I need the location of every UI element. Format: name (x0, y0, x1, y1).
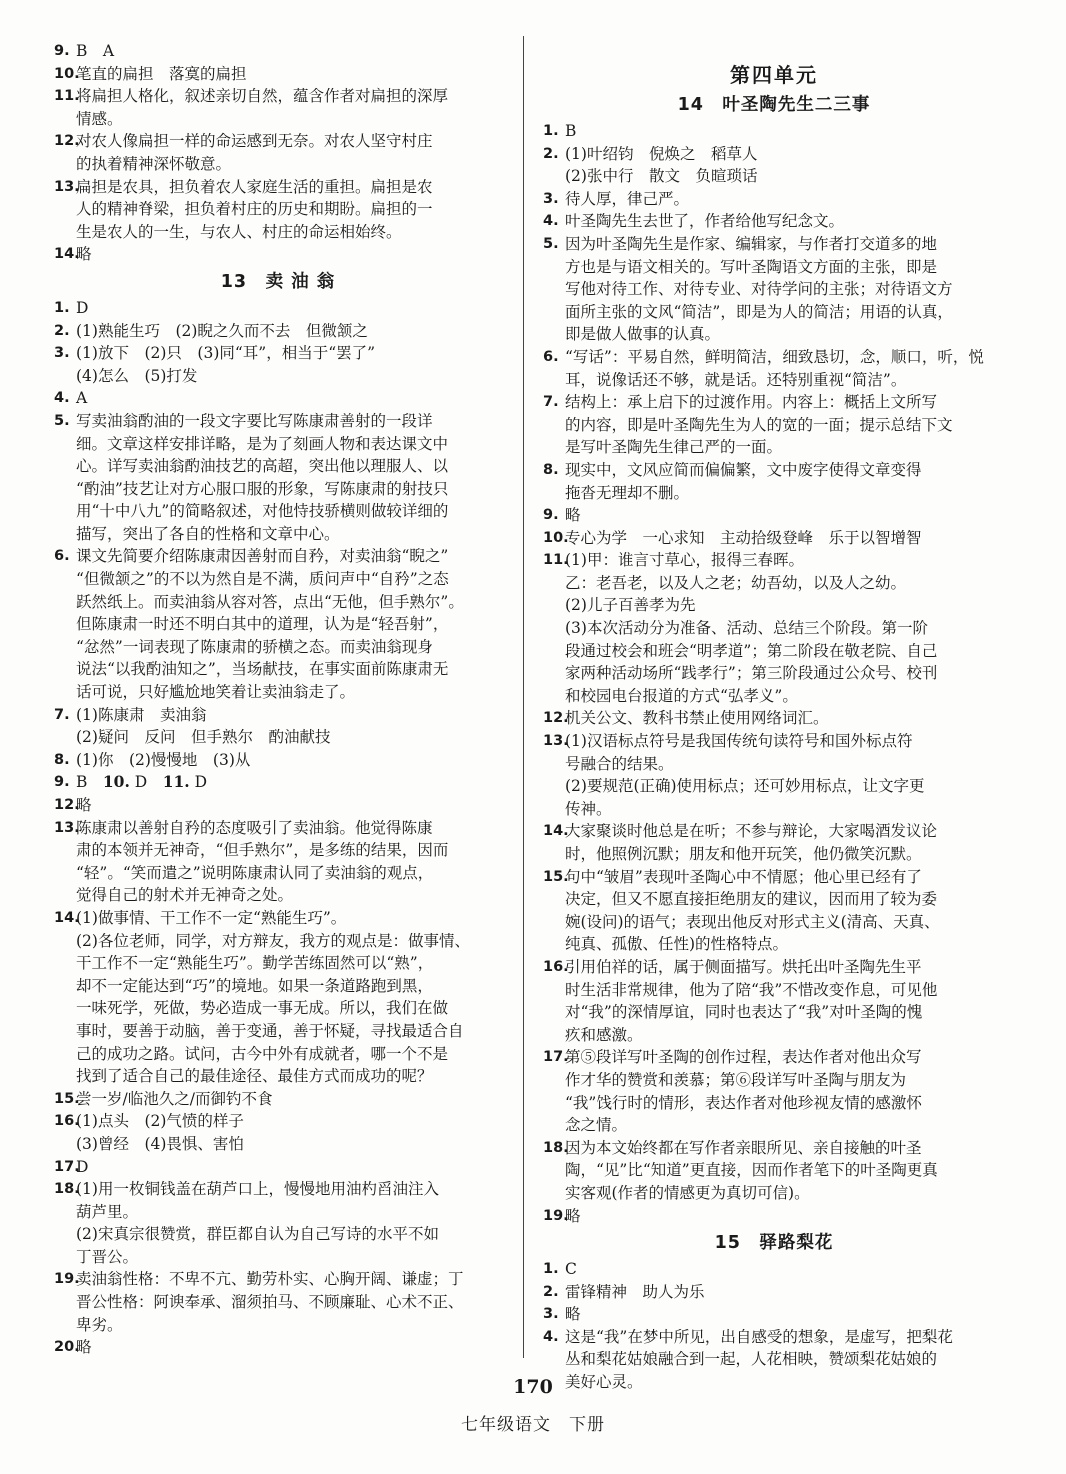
answer-line: 话可说，只好尴尬地笑着让卖油翁走了。 (76, 683, 356, 702)
answer-item (54, 545, 502, 703)
item-number: 14. (543, 823, 569, 840)
answer-line: 课文先简要介绍陈康肃因善射而自矜，对卖油翁“睨之” (76, 547, 449, 566)
answer-line: 扁担是农具，担负着农人家庭生活的重担。扁担是农 (76, 177, 433, 196)
answer-item (54, 1156, 502, 1179)
answer-line: 结构上：承上启下的过渡作用。内容上：概括上文所写 (565, 393, 938, 412)
answer-line: (2)宋真宗很赞赏，群臣都自认为自己写诗的水平不如 (76, 1225, 439, 1244)
answer-line: 现实中，文风应简而偏偏繁，文中废字使得文章变得 (565, 460, 922, 479)
answer-line: D (76, 1157, 89, 1176)
answer-line: (4)怎么 (5)打发 (76, 366, 198, 385)
item-number: 15. (543, 868, 569, 885)
answer-line: 己的成功之路。试问，古今中外有成就者，哪一个不是 (76, 1044, 449, 1063)
answer-line: 实客观(作者的情感更为真切可信)。 (565, 1183, 810, 1202)
answer-item (543, 820, 1005, 865)
answer-item (54, 63, 502, 86)
answer-item (54, 243, 502, 266)
answer-line: 因为本文始终都在写作者亲眼所见、亲自接触的叶圣 (565, 1138, 922, 1157)
answer-item (543, 1205, 1005, 1228)
section-heading: 14 叶圣陶先生二三事 (677, 95, 871, 115)
answer-item (54, 130, 502, 175)
item-number: 2. (543, 1283, 559, 1300)
item-number: 10. (54, 65, 80, 82)
answer-item (54, 1088, 502, 1111)
answer-line: (1)你 (2)慢慢地 (3)从 (76, 750, 251, 769)
left-column (54, 40, 502, 1359)
answer-line: 但陈康肃一时还不明白其中的道理，认为是“轻吾射”， (76, 615, 449, 634)
answer-item (543, 1258, 1005, 1281)
answer-line: 略 (565, 506, 581, 525)
item-number: 3. (543, 190, 559, 207)
answer-line: (2)儿子百善孝为先 (565, 596, 696, 615)
item-number: 16. (54, 1113, 80, 1130)
answer-line: 时生活非常规律，他为了陪“我”不惜改变作息，可见他 (565, 980, 938, 999)
answer-line: 的内容，即是叶圣陶先生为人的宽的一面；提示总结下文 (565, 415, 953, 434)
answer-line: 段通过校会和班会“明孝道”；第二阶段在敬老院、自己 (565, 641, 938, 660)
item-number: 19. (543, 1207, 569, 1224)
answer-item (54, 410, 502, 546)
answer-line: 将扁担人格化，叙述亲切自然，蕴含作者对扁担的深厚 (76, 87, 449, 106)
answer-item (543, 1281, 1005, 1304)
item-number: 3. (543, 1306, 559, 1323)
column-divider (523, 36, 524, 1358)
answer-line: 引用伯祥的话，属于侧面描写。烘托出叶圣陶先生平 (565, 957, 922, 976)
item-number: 18. (54, 1181, 80, 1198)
answer-item (54, 1110, 502, 1155)
answer-line: 纯真、孤傲、任性)的性格特点。 (565, 935, 789, 954)
answer-item (543, 504, 1005, 527)
answer-line: 是写叶圣陶先生律己严的一面。 (565, 438, 783, 457)
item-number: 17. (543, 1049, 569, 1066)
item-number: 12. (54, 797, 80, 813)
item-number: 7. (543, 394, 559, 411)
answer-item (54, 1178, 502, 1268)
item-number: 6. (543, 348, 559, 365)
answer-item (543, 1137, 1005, 1205)
answer-line: 专心为学 一心求知 主动拾级登峰 乐于以智增智 (565, 528, 922, 547)
item-number: 19. (54, 1271, 80, 1288)
answer-item (543, 730, 1005, 820)
item-number: 10. (543, 529, 569, 546)
item-number: 9. (54, 774, 70, 791)
answer-line: 却不一定能达到“巧”的境地。如果一条道路跑到黑， (76, 976, 433, 995)
page-number: 170 (513, 1376, 553, 1398)
answer-line: (2)疑问 反问 但手熟尔 酌油献技 (76, 728, 331, 747)
answer-line: 第⑤段详写叶圣陶的创作过程，表达作者对他出众写 (565, 1048, 922, 1067)
answer-item (543, 143, 1005, 188)
answer-line: 方也是与语文相关的。写叶圣陶语文方面的主张，即是 (565, 257, 938, 276)
answer-line: 略 (76, 1338, 92, 1357)
answer-item (543, 346, 1005, 391)
answer-line: 略 (76, 796, 92, 814)
answer-line: 写卖油翁酌油的一段文字要比写陈康肃善射的一段详 (76, 411, 433, 430)
answer-line: B 10. D 11. D (76, 772, 208, 792)
answer-line: 丁晋公。 (76, 1247, 139, 1266)
answer-line: (3)曾经 (4)畏惧、害怕 (76, 1134, 244, 1153)
answer-line: (1)汉语标点符号是我国传统句读符号和国外标点符 (565, 732, 913, 751)
item-number: 1. (543, 1261, 559, 1278)
section-heading: 13 卖 油 翁 (220, 271, 336, 292)
answer-item (543, 866, 1005, 956)
answer-item (54, 1268, 502, 1336)
answer-line: 卑劣。 (76, 1315, 123, 1334)
item-number: 16. (543, 958, 569, 975)
answer-item (543, 120, 1005, 143)
answer-line: “酌油”技艺让对方心服口服的形象，写陈康肃的射技只 (76, 479, 449, 498)
item-number: 8. (543, 461, 559, 478)
answer-line: 的执着精神深怀敬意。 (76, 154, 232, 173)
answer-line: 决定，但又不愿直接拒绝朋友的建议，因而用了较为委 (565, 890, 938, 909)
item-number: 11. (54, 88, 80, 105)
answer-line: (1)甲：谁言寸草心，报得三春晖。 (565, 551, 804, 570)
answer-item (54, 342, 502, 387)
answer-line: “忿然”一词表现了陈康肃的骄横之态。而卖油翁现身 (76, 637, 433, 656)
answer-line: 生是农人的一生，与农人、村庄的命运相始终。 (76, 222, 402, 241)
answer-item (543, 233, 1005, 346)
answer-line: 跃然纸上。而卖油翁从容对答，点出“无他，但手熟尔”。 (76, 592, 464, 611)
answer-line: B (565, 122, 577, 140)
answer-line: 略 (76, 245, 92, 264)
item-number: 12. (54, 133, 80, 150)
answer-item (54, 176, 502, 244)
item-number: 18. (543, 1139, 569, 1156)
answer-line: C (565, 1260, 577, 1279)
answer-item (54, 771, 502, 794)
item-number: 8. (54, 751, 70, 768)
item-number: 20. (54, 1339, 80, 1356)
item-number: 1. (543, 123, 559, 139)
answer-item (543, 527, 1005, 550)
answer-line: 丛和梨花姑娘融合到一起，人花相映，赞颂梨花姑娘的 (565, 1350, 938, 1369)
answer-line: A (76, 389, 88, 408)
answer-line: 晋公性格：阿谀奉承、溜须拍马、不顾廉耻、心术不正、 (76, 1293, 464, 1312)
answer-line: B A (76, 42, 115, 60)
item-number: 17. (54, 1158, 80, 1175)
answer-line: (2)张中行 散文 负暄琐话 (565, 167, 758, 186)
answer-line: 葫芦里。 (76, 1202, 139, 1221)
answer-line: 陶，“见”比“知道”更直接，因而作者笔下的叶圣陶更真 (565, 1161, 938, 1180)
answer-line: 细。文章这样安排详略，是为了刻画人物和表达课文中 (76, 434, 449, 453)
item-number: 2. (54, 322, 70, 339)
item-number: 3. (54, 345, 70, 362)
answer-line: 和校园电台报道的方式“弘孝义”。 (565, 686, 798, 705)
answer-item (54, 387, 502, 410)
item-number: 4. (54, 390, 70, 407)
answer-item (543, 459, 1005, 504)
answer-line: 耳，说像话还不够，就是话。还特别重视“简洁”。 (565, 370, 907, 389)
answer-line: 传神。 (565, 799, 612, 818)
unit-heading: 第四单元 (730, 63, 818, 87)
answer-line: 卖油翁性格：不卑不亢、勤劳朴实、心胸开阔、谦虚；丁 (76, 1270, 464, 1289)
answer-line: 事时，要善于动脑，善于变通，善于怀疑，寻找最适合自 (76, 1021, 464, 1040)
answer-item (543, 956, 1005, 1046)
item-number: 14. (54, 246, 80, 263)
item-number: 1. (54, 299, 70, 316)
item-number: 15. (54, 1090, 80, 1107)
answer-line: 句中“皱眉”表现叶圣陶心中不情愿；他心里已经有了 (565, 867, 922, 886)
answer-item (54, 1336, 502, 1359)
answer-line: (2)要规范(正确)使用标点；还可妙用标点，让文字更 (565, 777, 925, 796)
answer-line: 作才华的赞赏和羡慕；第⑥段详写叶圣陶与朋友为 (565, 1070, 907, 1089)
answer-line: 面所主张的文风“简洁”，即是为人的简洁；用语的认真， (565, 302, 953, 321)
answer-line: 叶圣陶先生去世了，作者给他写纪念文。 (565, 212, 845, 231)
answer-line: 因为叶圣陶先生是作家、编辑家，与作者打交道多的地 (565, 234, 938, 253)
answer-line: “轻”。“笑而遣之”说明陈康肃认同了卖油翁的观点， (76, 863, 434, 882)
answer-line: 号融合的结果。 (565, 754, 674, 773)
answer-line: 肃的本领并无神奇，“但手熟尔”，是多练的结果，因而 (76, 841, 449, 860)
answer-line: 写他对待工作、对待专业、对待学问的主张；对待语文方 (565, 280, 953, 299)
item-number: 14. (54, 909, 80, 926)
answer-line: (1)点头 (2)气愤的样子 (76, 1112, 244, 1131)
answer-line: (1)用一枚铜钱盖在葫芦口上，慢慢地用油杓舀油注入 (76, 1180, 439, 1199)
answer-line: 大家聚谈时他总是在听；不参与辩论，大家喝酒发议论 (565, 822, 938, 841)
answer-line: 乙：老吾老，以及人之老；幼吾幼，以及人之幼。 (565, 573, 907, 592)
section-heading: 15 驿路梨花 (714, 1233, 834, 1254)
answer-item (54, 297, 502, 320)
answer-line: 时，他照例沉默；朋友和他开玩笑，他仍微笑沉默。 (565, 845, 922, 863)
answer-line: “写话”：平易自然，鲜明简洁，细致恳切，念，顺口，听，悦 (565, 347, 984, 366)
answer-line: 待人厚，律己严。 (565, 189, 690, 208)
answer-line: 雷锋精神 助人为乐 (565, 1282, 705, 1301)
answer-line: 略 (565, 1206, 581, 1225)
item-number: 9. (54, 43, 70, 59)
answer-line: (1)做事情、干工作不一定“熟能生巧”。 (76, 908, 347, 927)
right-column (543, 40, 1005, 1394)
answer-line: 婉(设问)的语气；表现出他反对形式主义(清高、天真、 (565, 912, 940, 931)
answer-item (54, 320, 502, 343)
answer-item (54, 85, 502, 130)
answer-line: 一味死学，死做，势必造成一事无成。所以，我们在做 (76, 999, 449, 1018)
answer-item (543, 210, 1005, 233)
item-number: 5. (54, 412, 70, 429)
item-number: 13. (54, 819, 80, 836)
answer-item (543, 1046, 1005, 1136)
answer-item (543, 188, 1005, 211)
answer-line: (1)熟能生巧 (2)睨之久而不去 但微颔之 (76, 321, 368, 340)
answer-line: (1)放下 (2)只 (3)同“耳”，相当于“罢了” (76, 344, 376, 363)
answer-item (54, 794, 502, 817)
answer-line: (1)陈康肃 卖油翁 (76, 705, 207, 724)
answer-line: 对“我”的深情厚谊，同时也表达了“我”对叶圣陶的愧 (565, 1003, 923, 1022)
answer-item (54, 817, 502, 907)
book-title: 七年级语文 下册 (461, 1415, 605, 1435)
answer-line: 陈康肃以善射自矜的态度吸引了卖油翁。他觉得陈康 (76, 818, 433, 837)
answer-line: 念之情。 (565, 1116, 628, 1135)
answer-line: (1)叶绍钧 倪焕之 稻草人 (565, 144, 758, 163)
answer-line: 尝一岁/临池久之/而御钓不食 (76, 1089, 273, 1108)
answer-line: “但微颔之”的不以为然自是不满，质问声中“自矜”之态 (76, 570, 449, 589)
answer-item (54, 907, 502, 1088)
answer-line: 找到了适合自己的最佳途径、最佳方式而成功的呢？ (76, 1067, 433, 1086)
item-number: 4. (543, 1328, 559, 1345)
answer-item (54, 40, 502, 63)
answer-line: 情感。 (76, 109, 123, 128)
answer-line: 机关公文、教科书禁止使用网络词汇。 (565, 709, 829, 728)
answer-line: 干工作不一定“熟能生巧”。勤学苦练固然可以“熟”， (76, 954, 434, 973)
answer-line: 拖沓无理却不删。 (565, 483, 690, 502)
answer-line: 觉得自己的射术并无神奇之处。 (76, 886, 294, 905)
answer-item (543, 707, 1005, 730)
item-number: 5. (543, 235, 559, 252)
answer-line: 美好心灵。 (565, 1373, 643, 1392)
answer-item (54, 704, 502, 749)
answer-line: 疚和感激。 (565, 1025, 643, 1044)
answer-line: (3)本次活动分为准备、活动、总结三个阶段。第一阶 (565, 619, 928, 638)
item-number: 11. (543, 552, 569, 569)
item-number: 12. (543, 710, 569, 727)
answer-item (543, 549, 1005, 707)
answer-line: 这是“我”在梦中所见，出自感受的想象，是虚写，把梨花 (565, 1327, 953, 1346)
item-number: 2. (543, 145, 559, 162)
answer-item (54, 749, 502, 772)
answer-line: 心。详写卖油翁酌油技艺的高超，突出他以理服人、以 (76, 457, 449, 476)
answer-line: 用“十中八九”的简略叙述，对他恃技骄横则做较详细的 (76, 502, 449, 521)
answer-item (543, 1303, 1005, 1326)
answer-line: 家两种活动场所“践孝行”；第三阶段通过公众号、校刊 (565, 664, 938, 683)
item-number: 13. (543, 733, 569, 750)
answer-line: (2)各位老师，同学，对方辩友，我方的观点是：做事情、 (76, 931, 470, 950)
item-number: 7. (54, 706, 70, 723)
item-number: 13. (54, 178, 80, 195)
item-number: 4. (543, 213, 559, 230)
item-number: 9. (543, 507, 559, 524)
answer-line: “我”饯行时的情形，表达作者对他珍视友情的感激怀 (565, 1093, 922, 1112)
item-number: 6. (54, 548, 70, 565)
answer-line: 人的精神脊梁，担负着村庄的历史和期盼。扁担的一 (76, 200, 433, 219)
answer-item (543, 391, 1005, 459)
answer-line: D (76, 298, 89, 317)
answer-line: 即是做人做事的认真。 (565, 325, 721, 344)
answer-line: 说法“以我酌油知之”，当场献技，在事实面前陈康肃无 (76, 660, 449, 679)
answer-line: 对农人像扁担一样的命运感到无奈。对农人坚守村庄 (76, 132, 433, 151)
answer-line: 描写，突出了各自的性格和文章中心。 (76, 524, 340, 543)
answer-line: 略 (565, 1305, 581, 1324)
answer-line: 笔直的扁担 落寞的扁担 (76, 64, 247, 83)
